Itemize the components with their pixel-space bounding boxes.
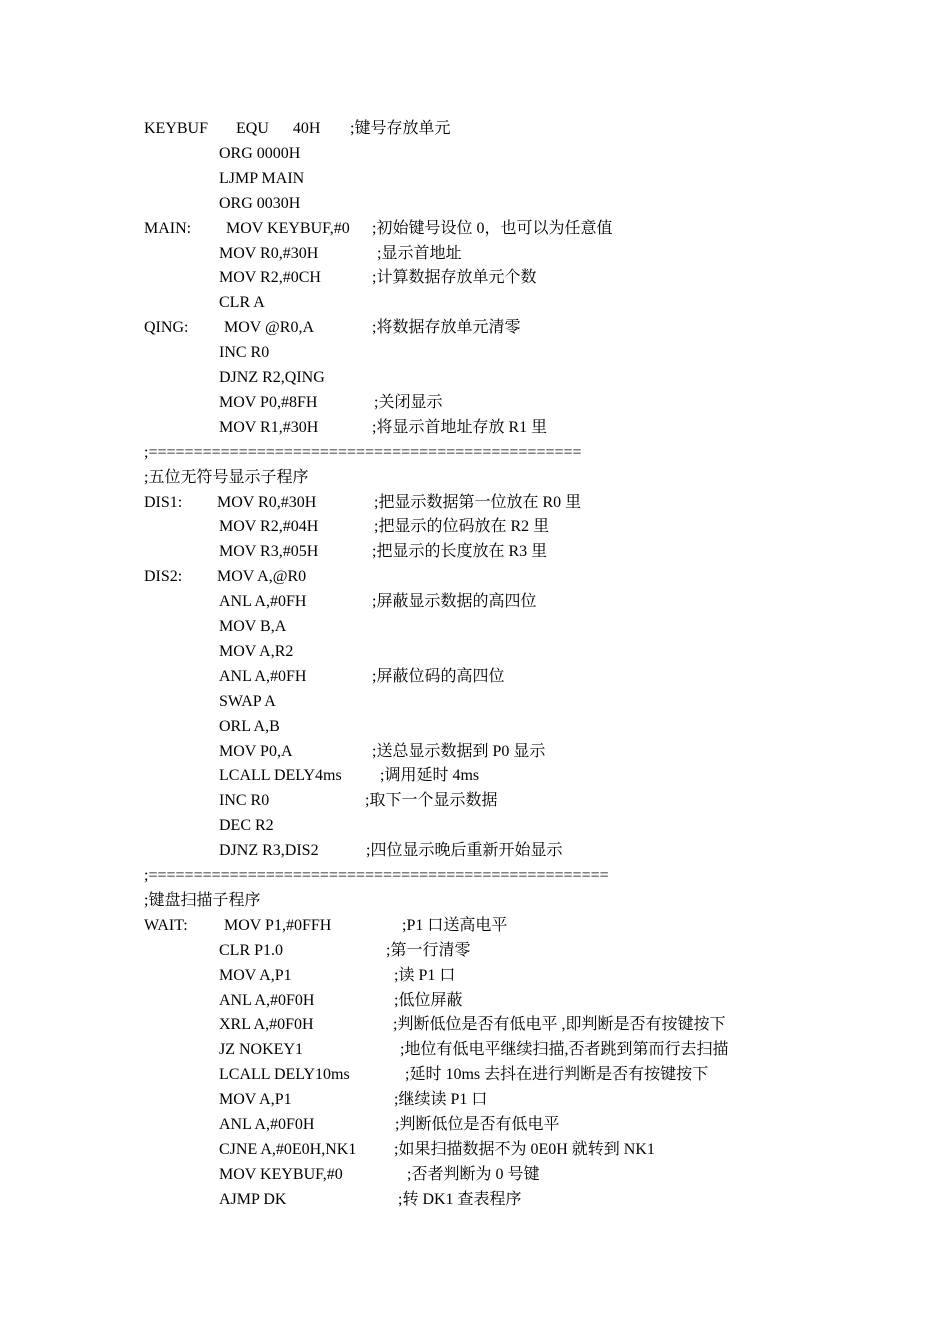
line-instruction: MOV P0,A [219,742,293,760]
code-line [0,365,950,390]
line-instruction: ANL A,#0FH [219,593,307,611]
line-comment: ;延时 10ms 去抖在进行判断是否有按键按下 [405,1066,709,1084]
code-line [0,1037,950,1062]
line-label: ;键盘扫描子程序 [144,891,261,909]
code-line [0,440,950,465]
code-line [0,1187,950,1212]
code-line [0,315,950,340]
line-instruction: MOV A,P1 [219,966,292,984]
code-line [0,1112,950,1137]
line-instruction: JZ NOKEY1 [219,1041,303,1059]
line-instruction: CJNE A,#0E0H,NK1 [219,1140,357,1158]
code-line [0,589,950,614]
line-comment: ;第一行清零 [386,941,471,959]
code-line [0,888,950,913]
line-instruction: LCALL DELY4ms [219,767,342,785]
line-label: KEYBUF [144,120,209,137]
line-instruction: ORG 0030H [219,194,301,212]
line-label: ;================================================ [144,443,582,461]
line-comment: ;关闭显示 [374,393,443,411]
code-line [0,689,950,714]
line-comment: ;屏蔽显示数据的高四位 [372,593,537,611]
code-line [0,290,950,315]
code-line [0,838,950,863]
line-instruction: CLR A [219,294,265,312]
line-comment: ;送总显示数据到 P0 显示 [372,742,546,760]
code-line [0,1062,950,1087]
line-instruction: SWAP A [219,692,276,710]
line-instruction: MOV A,P1 [219,1091,292,1109]
code-line [0,191,950,216]
line-comment: ;初始键号设位 0，也可以为任意值 [372,219,613,237]
line-instruction: ANL A,#0F0H [219,991,315,1009]
line-instruction: ANL A,#0FH [219,667,307,685]
code-line [0,490,950,515]
line-comment: ;低位屏蔽 [394,991,463,1009]
line-instruction: MOV P1,#0FFH [224,916,332,934]
code-line [0,739,950,764]
line-instruction: MOV B,A [219,618,287,635]
line-comment: ;判断低位是否有低电平 ,即判断是否有按键按下 [393,1016,726,1034]
line-instruction: LJMP MAIN [219,169,305,187]
line-comment: ;如果扫描数据不为 0E0H 就转到 NK1 [394,1140,655,1158]
line-instruction: MOV @R0,A [224,319,315,337]
code-line [0,390,950,415]
code-line [0,241,950,266]
line-comment: ;继续读 P1 口 [394,1091,488,1109]
code-line [0,763,950,788]
line-comment: ;调用延时 4ms [380,767,480,785]
line-instruction: ORG 0000H [219,144,301,162]
line-instruction: XRL A,#0F0H [219,1016,314,1034]
line-instruction: MOV A,R2 [219,642,294,660]
code-line [0,1162,950,1187]
line-instruction: MOV R2,#0CH [219,269,321,287]
code-line [0,1137,950,1162]
line-instruction: DJNZ R3,DIS2 [219,842,319,860]
line-instruction: DEC R2 [219,817,274,835]
code-line [0,465,950,490]
line-label: ;五位无符号显示子程序 [144,468,309,486]
line-instruction: MOV R0,#30H [217,493,317,511]
line-comment: ;把显示的长度放在 R3 里 [372,543,548,561]
line-instruction: DJNZ R2,QING [219,369,325,386]
line-comment: ;转 DK1 查表程序 [398,1190,522,1208]
line-comment: ;屏蔽位码的高四位 [372,667,505,685]
code-line [0,514,950,539]
line-instruction: MOV KEYBUF,#0 [219,1165,343,1183]
line-comment: ;取下一个显示数据 [365,792,498,810]
line-label: DIS1: [144,493,183,511]
line-instruction: INC R0 [219,792,270,810]
line-comment: ;四位显示晚后重新开始显示 [366,842,563,860]
code-line [0,1087,950,1112]
code-line [0,714,950,739]
code-line [0,913,950,938]
line-comment: ;判断低位是否有低电平 [395,1116,560,1133]
line-instruction: MOV P0,#8FH [219,393,318,411]
line-instruction: EQU 40H [236,120,321,137]
code-line [0,639,950,664]
line-label: DIS2: [144,568,183,586]
line-instruction: MOV R3,#05H [219,543,319,561]
code-line [0,863,950,888]
code-line [0,614,950,639]
line-instruction: ORL A,B [219,717,280,735]
code-line [0,539,950,564]
line-label: QING: [144,319,189,337]
line-comment: ;读 P1 口 [394,966,456,984]
code-line [0,265,950,290]
line-comment: ;显示首地址 [377,244,462,262]
line-label: MAIN: [144,219,192,237]
line-instruction: AJMP DK [219,1190,287,1208]
code-line [0,1012,950,1037]
code-line [0,788,950,813]
code-line [0,664,950,689]
line-instruction: INC R0 [219,344,270,362]
line-instruction: ANL A,#0F0H [219,1116,315,1133]
line-instruction: MOV R1,#30H [219,418,319,436]
code-line [0,988,950,1013]
line-comment: ;地位有低电平继续扫描,否者跳到第而行去扫描 [400,1041,729,1059]
line-label: WAIT: [144,916,188,934]
code-line [0,216,950,241]
code-line [0,813,950,838]
code-line [0,166,950,191]
line-comment: ;把显示的位码放在 R2 里 [374,518,550,536]
line-comment: ;将数据存放单元清零 [372,319,521,337]
line-instruction: LCALL DELY10ms [219,1066,350,1084]
line-instruction: MOV KEYBUF,#0 [226,219,350,237]
line-instruction: MOV R2,#04H [219,518,319,536]
code-line [0,340,950,365]
code-line [0,415,950,440]
code-line [0,116,950,141]
line-instruction: MOV A,@R0 [217,568,307,586]
line-instruction: MOV R0,#30H [219,244,319,262]
line-comment: ;否者判断为 0 号键 [407,1165,540,1183]
line-comment: ;将显示首地址存放 R1 里 [372,418,548,436]
line-comment: ;计算数据存放单元个数 [372,269,537,287]
code-line [0,141,950,166]
code-line [0,938,950,963]
code-line [0,564,950,589]
code-line [0,963,950,988]
line-instruction: CLR P1.0 [219,941,284,959]
line-comment: ;把显示数据第一位放在 R0 里 [374,493,582,511]
line-comment: ;键号存放单元 [350,120,451,137]
line-label: ;=================================================== [144,867,609,884]
line-comment: ;P1 口送高电平 [402,916,508,934]
